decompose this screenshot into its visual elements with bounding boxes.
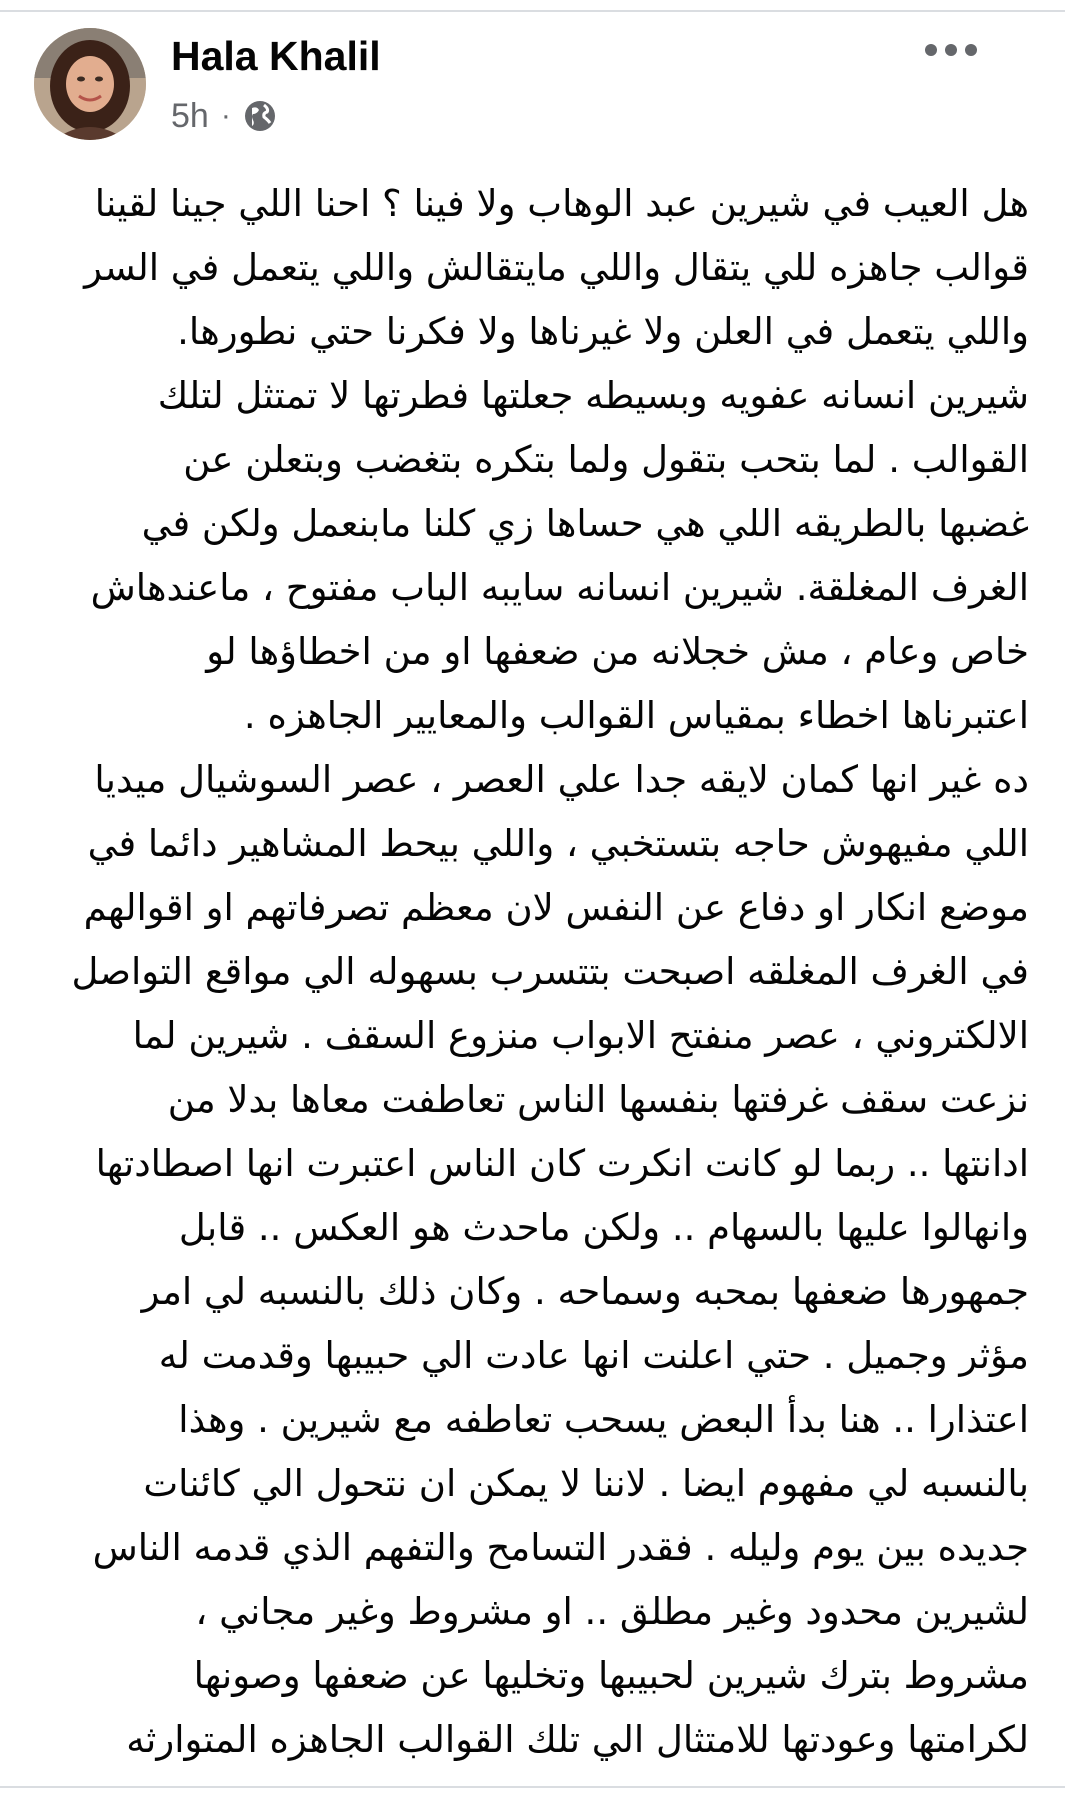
post-text-line: هل العيب في شيرين عبد الوهاب ولا فينا ؟ احنا اللي جينا لقينا [94,182,1029,225]
post-text-line: جمهورها ضعفها بمحبه وسماحه . وكان ذلك بالنسبه لي امر [141,1270,1029,1313]
post-text-line: لشيرين محدود وغير مطلق .. او مشروط وغير مجاني ، [195,1590,1029,1633]
post-text-line: الغرف المغلقة. شيرين انسانه سايبه الباب مفتوح ، ماعندهاش [90,566,1029,609]
post-header [0,28,1065,138]
post-text-line: قوالب جاهزه للي يتقال واللي مايتقالش واللي يتعمل في السر [84,246,1029,289]
post-text-line: اعتذارا .. هنا بدأ البعض يسحب تعاطفه مع شيرين . وهذا [178,1398,1029,1441]
post-text-line: لكرامتها وعودتها للامتثال الي تلك القوالب الجاهزه المتوارثه [126,1718,1029,1761]
post-text-line: مؤثر وجميل . حتي اعلنت انها عادت الي حبيبها وقدمت له [158,1334,1029,1377]
post-text-line: اعتبرناها اخطاء بمقياس القوالب والمعايير الجاهزه . [243,694,1029,737]
post-text-line: القوالب . لما بتحب بتقول ولما بتكره بتغضب وبتعلن عن [183,438,1029,481]
post-text-line: اللي مفيهوش حاجه بتستخبي ، واللي بيحط المشاهير دائما في [87,822,1029,865]
post-text-line: جديده بين يوم وليله . فقدر التسامح والتفهم الذي قدمه الناس [92,1526,1029,1569]
post-text-line: مشروط بترك شيرين لحبيبها وتخليها عن ضعفها وصونها [193,1654,1029,1697]
post-text [36,172,1029,1772]
more-options-button[interactable] [921,28,981,72]
post-text-line: خاص وعام ، مش خجلانه من ضعفها او من اخطاؤها لو [206,630,1029,673]
post-text-line: الالكتروني ، عصر منفتح الابواب منزوع السقف . شيرين لما [132,1014,1029,1057]
post-text-line: واللي يتعمل في العلن ولا غيرناها ولا فكرنا حتي نطورها. [177,310,1029,353]
post-text-line: ده غير انها كمان لايقه جدا علي العصر ، عصر السوشيال ميديا [94,758,1029,801]
post-text-line: في الغرف المغلقه اصبحت بتتسرب بسهوله الي مواقع التواصل [71,950,1029,993]
post-text-line: موضع انكار او دفاع عن النفس لان معظم تصرفاتهم او اقوالهم [83,886,1029,929]
author-name[interactable]: Hala Khalil [171,33,381,79]
avatar[interactable] [34,28,146,140]
post-meta [171,96,277,136]
post-time[interactable]: 5h [171,96,209,135]
post-text-line: شيرين انسانه عفويه وبسيطه جعلتها فطرتها لا تمتثل لتلك [157,374,1029,417]
meta-separator: · [220,99,231,132]
bottom-divider [0,1786,1065,1788]
post-text-line: غضبها بالطريقه اللي هي حساها زي كلنا مابنعمل ولكن في [141,502,1029,545]
top-divider [0,0,1065,12]
post-text-line: بالنسبه لي مفهوم ايضا . لاننا لا يمكن ان نتحول الي كائنات [143,1462,1029,1505]
post-text-line: ادانتها .. ربما لو كانت انكرت كان الناس اعتبرت انها اصطادتها [95,1142,1029,1185]
profile-photo [34,28,146,140]
post-text-line: نزعت سقف غرفتها بنفسها الناس تعاطفت معاها بدلا من [167,1078,1029,1121]
globe-icon[interactable] [243,99,277,133]
more-horizontal-icon [923,43,979,57]
post-text-line: وانهالوا عليها بالسهام .. ولكن ماحدث هو العكس .. قابل [178,1206,1029,1249]
